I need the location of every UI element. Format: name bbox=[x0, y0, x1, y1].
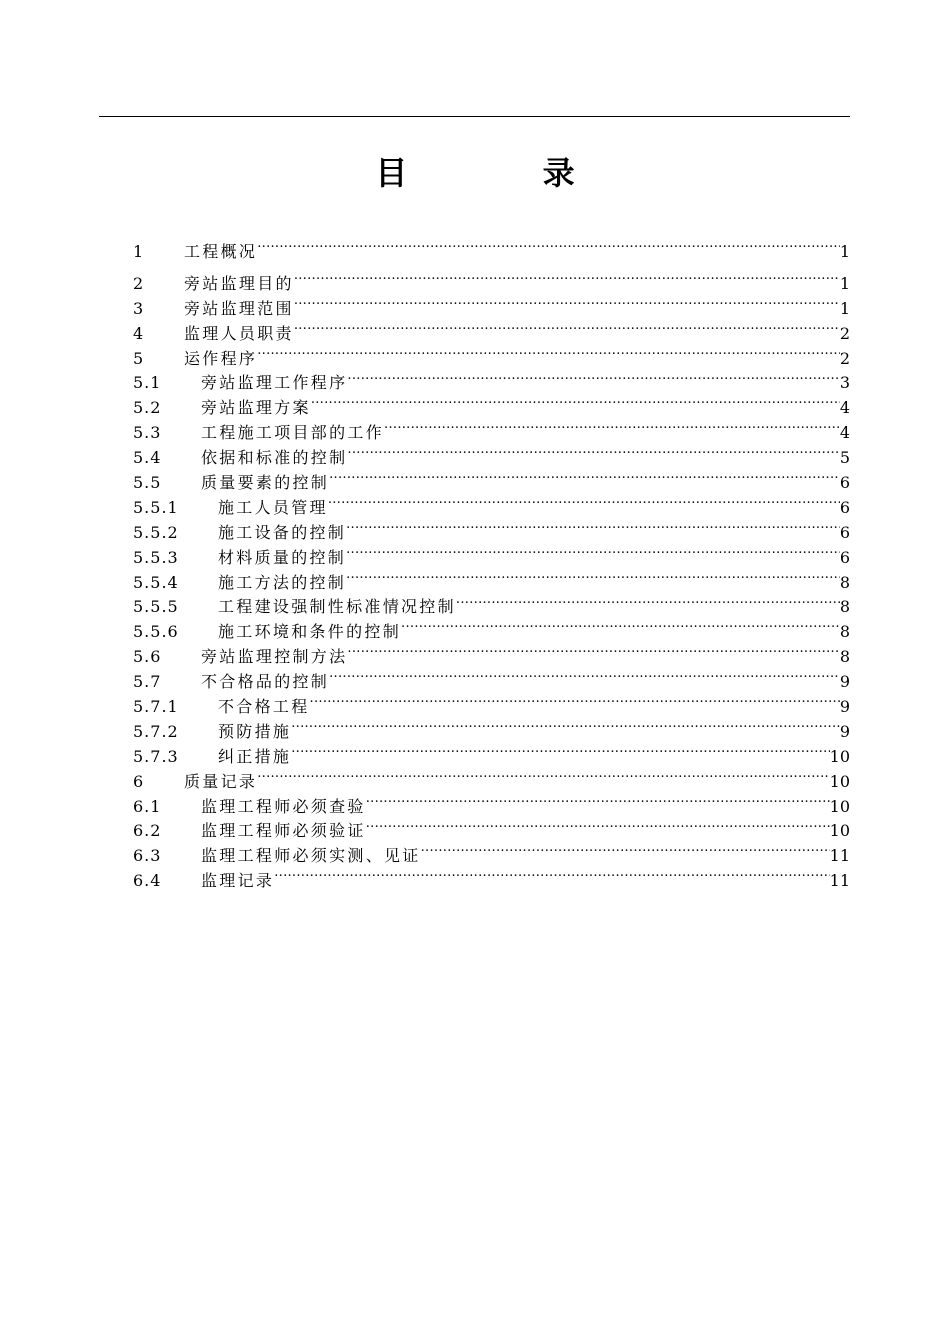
toc-dot-leader bbox=[257, 339, 840, 364]
toc-entry-title: 预防措施 bbox=[218, 721, 292, 741]
toc-entry-title: 旁站监理目的 bbox=[184, 273, 294, 293]
toc-entry-title: 监理工程师必须实测、见证 bbox=[201, 846, 421, 866]
toc-entry-title: 不合格品的控制 bbox=[201, 672, 330, 692]
toc-dot-leader bbox=[274, 861, 829, 886]
toc-entry-title: 施工人员管理 bbox=[218, 497, 328, 517]
toc-entry-page: 5 bbox=[839, 448, 850, 468]
table-of-contents bbox=[133, 232, 850, 891]
toc-entry-title: 质量要素的控制 bbox=[201, 473, 330, 493]
toc-entry-number: 5.5.4 bbox=[133, 572, 179, 592]
toc-entry-title: 施工设备的控制 bbox=[218, 522, 347, 542]
toc-entry-title: 运作程序 bbox=[184, 348, 258, 368]
toc-dot-leader bbox=[347, 364, 839, 389]
toc-entry-number: 5.5.2 bbox=[133, 522, 179, 542]
toc-entry-page: 10 bbox=[829, 821, 850, 841]
toc-entry-page: 10 bbox=[829, 746, 850, 766]
toc-entry-number: 1 bbox=[133, 241, 145, 261]
toc-entry-number: 3 bbox=[133, 298, 145, 318]
toc-entry-title: 监理记录 bbox=[201, 871, 275, 891]
toc-dot-leader bbox=[294, 289, 840, 314]
toc-entry-title: 纠正措施 bbox=[218, 746, 292, 766]
toc-entry-page: 2 bbox=[839, 348, 850, 368]
toc-entry-number: 6.4 bbox=[133, 871, 162, 891]
toc-entry-number: 5.2 bbox=[133, 398, 162, 418]
toc-entry-page: 3 bbox=[839, 373, 850, 393]
toc-entry-title: 旁站监理方案 bbox=[201, 398, 311, 418]
toc-entry-title: 旁站监理范围 bbox=[184, 298, 294, 318]
toc-entry-number: 5.7.2 bbox=[133, 721, 179, 741]
toc-dot-leader bbox=[329, 662, 840, 687]
toc-entry-page: 9 bbox=[839, 697, 850, 717]
toc-entry-page: 6 bbox=[839, 473, 850, 493]
toc-entry-number: 5.5.1 bbox=[133, 497, 179, 517]
toc-entry-title: 旁站监理工作程序 bbox=[201, 373, 348, 393]
toc-dot-leader bbox=[291, 737, 829, 762]
toc-entry-title: 监理人员职责 bbox=[184, 323, 294, 343]
toc-dot-leader bbox=[311, 388, 840, 413]
toc-entry-title: 施工环境和条件的控制 bbox=[218, 622, 402, 642]
toc-entry-page: 8 bbox=[839, 647, 850, 667]
toc-entry-number: 5.6 bbox=[133, 647, 162, 667]
toc-entry-number: 5 bbox=[133, 348, 145, 368]
toc-entry-number: 5.5.5 bbox=[133, 597, 179, 617]
toc-entry-number: 5.7.3 bbox=[133, 746, 179, 766]
toc-entry-number: 2 bbox=[133, 273, 145, 293]
toc-entry-page: 9 bbox=[839, 721, 850, 741]
toc-entry-page: 4 bbox=[839, 398, 850, 418]
toc-entry-page: 8 bbox=[839, 622, 850, 642]
toc-entry-number: 6.1 bbox=[133, 796, 162, 816]
toc-entry-number: 5.4 bbox=[133, 448, 162, 468]
toc-entry[interactable] bbox=[133, 232, 850, 264]
toc-entry-number: 5.5.6 bbox=[133, 622, 179, 642]
toc-entry-title: 工程施工项目部的工作 bbox=[201, 423, 385, 443]
toc-dot-leader bbox=[456, 588, 840, 613]
toc-entry-page: 2 bbox=[839, 323, 850, 343]
toc-entry-title: 监理工程师必须查验 bbox=[201, 796, 366, 816]
toc-entry-number: 6.3 bbox=[133, 846, 162, 866]
toc-entry-page: 11 bbox=[829, 871, 850, 891]
toc-dot-leader bbox=[294, 314, 840, 339]
toc-dot-leader bbox=[347, 438, 839, 463]
toc-entry-title: 质量记录 bbox=[184, 771, 258, 791]
toc-entry-page: 8 bbox=[839, 597, 850, 617]
toc-dot-leader bbox=[346, 563, 840, 588]
toc-entry-page: 1 bbox=[839, 298, 850, 318]
toc-entry-page: 8 bbox=[839, 572, 850, 592]
toc-dot-leader bbox=[401, 612, 840, 637]
toc-entry-page: 10 bbox=[829, 771, 850, 791]
toc-entry-page: 6 bbox=[839, 547, 850, 567]
toc-entry-title: 不合格工程 bbox=[218, 697, 310, 717]
toc-dot-leader bbox=[328, 488, 840, 513]
toc-entry-title: 材料质量的控制 bbox=[218, 547, 347, 567]
toc-entry[interactable] bbox=[133, 264, 850, 293]
header-rule bbox=[99, 116, 850, 117]
toc-dot-leader bbox=[257, 762, 829, 787]
toc-entry-page: 1 bbox=[839, 241, 850, 261]
toc-entry-number: 5.7.1 bbox=[133, 697, 179, 717]
toc-entry-page: 1 bbox=[839, 273, 850, 293]
toc-entry-title: 施工方法的控制 bbox=[218, 572, 347, 592]
toc-dot-leader bbox=[291, 712, 840, 737]
toc-dot-leader bbox=[257, 232, 840, 257]
toc-entry-number: 5.3 bbox=[133, 423, 162, 443]
toc-dot-leader bbox=[310, 687, 840, 712]
toc-entry-title: 工程建设强制性标准情况控制 bbox=[218, 597, 456, 617]
toc-entry-title: 旁站监理控制方法 bbox=[201, 647, 348, 667]
toc-dot-leader bbox=[294, 264, 840, 289]
toc-entry-page: 4 bbox=[839, 423, 850, 443]
toc-dot-leader bbox=[421, 836, 830, 861]
toc-entry-page: 6 bbox=[839, 497, 850, 517]
toc-entry-number: 5.7 bbox=[133, 672, 162, 692]
toc-dot-leader bbox=[347, 637, 839, 662]
toc-entry-page: 10 bbox=[829, 796, 850, 816]
toc-dot-leader bbox=[366, 787, 830, 812]
toc-title: 目 录 bbox=[375, 154, 637, 192]
toc-entry-number: 6 bbox=[133, 771, 145, 791]
toc-entry-number: 6.2 bbox=[133, 821, 162, 841]
toc-dot-leader bbox=[346, 513, 840, 538]
toc-dot-leader bbox=[384, 413, 840, 438]
toc-entry-number: 5.5 bbox=[133, 473, 162, 493]
toc-entry-title: 依据和标准的控制 bbox=[201, 448, 348, 468]
toc-entry-number: 5.5.3 bbox=[133, 547, 179, 567]
toc-entry-title: 工程概况 bbox=[184, 241, 258, 261]
toc-entry-page: 11 bbox=[829, 846, 850, 866]
toc-entry-number: 4 bbox=[133, 323, 145, 343]
toc-dot-leader bbox=[366, 812, 830, 837]
toc-entry-title: 监理工程师必须验证 bbox=[201, 821, 366, 841]
toc-entry-number: 5.1 bbox=[133, 373, 162, 393]
toc-dot-leader bbox=[346, 538, 840, 563]
toc-entry-page: 9 bbox=[839, 672, 850, 692]
toc-entry-page: 6 bbox=[839, 522, 850, 542]
toc-dot-leader bbox=[329, 463, 840, 488]
